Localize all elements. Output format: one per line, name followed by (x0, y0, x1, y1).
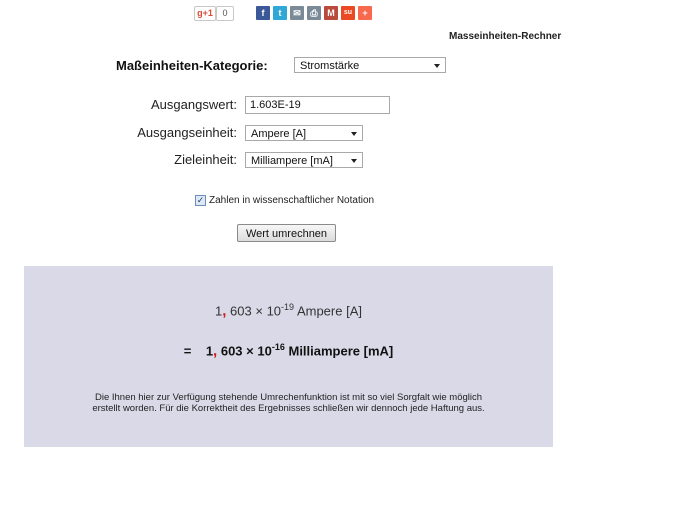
convert-button[interactable]: Wert umrechnen (237, 224, 336, 242)
google-plus-button[interactable]: g+1 (194, 6, 216, 21)
scientific-notation-label: Zahlen in wissenschaftlicher Notation (209, 195, 375, 206)
facebook-icon[interactable]: f (256, 6, 270, 20)
from-unit-label: Ausgangseinheit: (137, 125, 237, 140)
category-select[interactable] (294, 57, 446, 73)
email-icon[interactable]: ✉ (290, 6, 304, 20)
disclaimer-line-1: Die Ihnen hier zur Verfügung stehende Umrechenfunktion ist mit so viel Sorgfalt wie möglich (94, 392, 483, 403)
target-fraction: 603 (220, 343, 243, 359)
to-unit-select[interactable] (245, 152, 363, 168)
source-exponent: -19 (281, 302, 295, 312)
to-unit-value: Milliampere [mA] (251, 155, 333, 167)
category-label: Maßeinheiten-Kategorie: (116, 58, 268, 73)
scientific-notation-checkbox[interactable]: ✓ (196, 195, 205, 205)
from-unit-select[interactable] (245, 125, 363, 141)
more-share-icon[interactable]: + (358, 6, 372, 20)
target-unit: Milliampere [mA] (288, 343, 394, 359)
times-ten: × 10 (255, 303, 282, 319)
from-unit-value: Ampere [A] (251, 128, 307, 140)
to-unit-label: Zieleinheit: (174, 152, 237, 167)
print-icon[interactable]: ⎙ (307, 6, 321, 20)
input-value-label: Ausgangswert: (151, 97, 237, 112)
source-unit: Ampere [A] (296, 303, 362, 319)
source-value-line (24, 302, 553, 319)
times-ten: × 10 (246, 343, 272, 359)
disclaimer-text (24, 392, 553, 414)
source-integer: 1 (215, 303, 223, 319)
google-plus-count: 0 (216, 6, 234, 21)
chevron-down-icon (434, 64, 440, 68)
input-value-field[interactable]: 1.603E-19 (245, 96, 390, 114)
target-value-line (24, 342, 553, 359)
chevron-down-icon (351, 132, 357, 136)
category-select-value: Stromstärke (300, 60, 360, 72)
chevron-down-icon (351, 159, 357, 163)
source-fraction: 603 (230, 303, 252, 319)
disclaimer-line-2: erstellt worden. Für die Korrektheit des Ergebnisses schließen wir dennoch jede Haftung aus. (92, 403, 485, 414)
calculator-title-link[interactable]: Masseinheiten-Rechner (449, 31, 562, 42)
decimal-comma: , (213, 342, 218, 360)
stumbleupon-icon[interactable]: su (341, 6, 355, 20)
gmail-icon[interactable]: M (324, 6, 338, 20)
target-integer: 1 (205, 343, 214, 359)
equals-sign: = (183, 343, 192, 359)
twitter-icon[interactable]: t (273, 6, 287, 20)
result-panel (24, 266, 553, 447)
decimal-comma: , (222, 302, 227, 320)
target-exponent: -16 (271, 342, 285, 352)
